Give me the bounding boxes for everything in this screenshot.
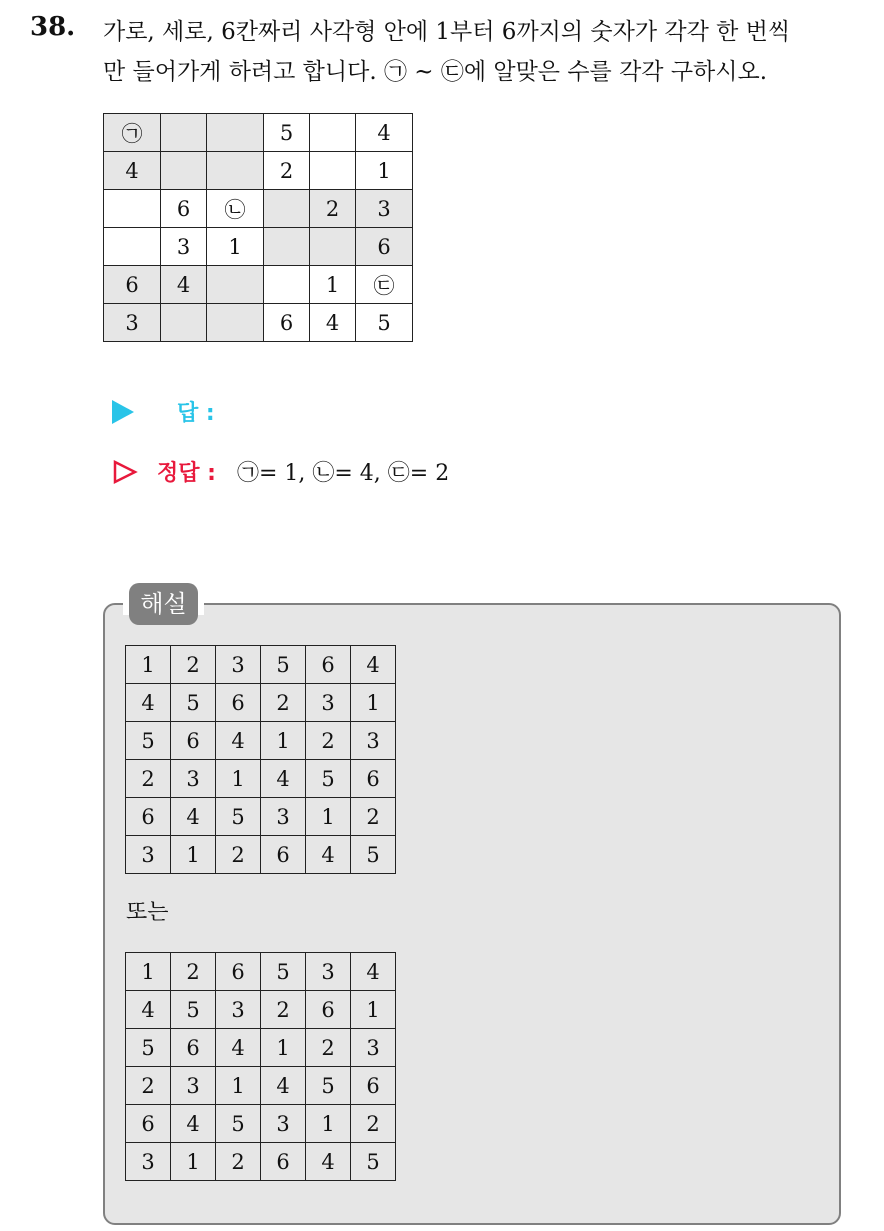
grid-cell: 5 <box>171 684 216 722</box>
grid-cell: 2 <box>351 798 396 836</box>
grid-cell: 2 <box>171 646 216 684</box>
grid-cell: 6 <box>306 646 351 684</box>
grid-cell: 6 <box>351 1067 396 1105</box>
grid-cell: 5 <box>261 953 306 991</box>
question-line-2: 만 들어가게 하려고 합니다. ㉠ ~ ㉢에 알맞은 수를 각각 구하시오. <box>103 59 768 85</box>
grid-cell: 3 <box>126 836 171 874</box>
grid-cell: 6 <box>171 722 216 760</box>
grid-cell: 3 <box>216 991 261 1029</box>
grid-cell: 6 <box>351 760 396 798</box>
correct-answer-value: ㉠= 1, ㉡= 4, ㉢= 2 <box>236 461 450 486</box>
grid-cell: ㉢ <box>356 266 413 304</box>
grid-cell: 4 <box>261 1067 306 1105</box>
grid-cell: 4 <box>351 953 396 991</box>
grid-cell: 5 <box>126 1029 171 1067</box>
grid-cell: 4 <box>306 1143 351 1181</box>
grid-cell: 1 <box>261 722 306 760</box>
grid-cell: 3 <box>261 1105 306 1143</box>
grid-cell: 5 <box>126 722 171 760</box>
grid-cell: 3 <box>171 1067 216 1105</box>
grid-row <box>126 646 396 684</box>
question-number: 38. <box>30 12 76 42</box>
grid-cell: 2 <box>306 1029 351 1067</box>
grid-cell: 3 <box>126 1143 171 1181</box>
grid-row <box>126 760 396 798</box>
grid-cell: 1 <box>306 1105 351 1143</box>
grid-cell: 4 <box>171 1105 216 1143</box>
grid-cell <box>310 228 356 266</box>
grid-cell: 2 <box>310 190 356 228</box>
question-line-1: 가로, 세로, 6칸짜리 사각형 안에 1부터 6까지의 숫자가 각각 한 번씩 <box>103 19 791 45</box>
grid-cell: 3 <box>104 304 161 342</box>
grid-cell: 3 <box>161 228 207 266</box>
grid-cell: 2 <box>261 684 306 722</box>
grid-cell <box>207 114 264 152</box>
grid-cell: 4 <box>216 722 261 760</box>
grid-cell: 5 <box>261 646 306 684</box>
grid-cell: 2 <box>261 991 306 1029</box>
grid-row <box>126 1067 396 1105</box>
grid-cell: 5 <box>171 991 216 1029</box>
grid-cell: 4 <box>126 684 171 722</box>
grid-cell: ㉠ <box>104 114 161 152</box>
grid-cell <box>104 190 161 228</box>
grid-cell: 6 <box>104 266 161 304</box>
grid-cell: 4 <box>356 114 413 152</box>
grid-cell <box>207 152 264 190</box>
grid-row <box>104 152 413 190</box>
grid-cell: 2 <box>216 1143 261 1181</box>
grid-cell <box>310 114 356 152</box>
grid-cell: 1 <box>207 228 264 266</box>
grid-cell: 4 <box>161 266 207 304</box>
grid-cell: 5 <box>216 1105 261 1143</box>
question-text <box>103 12 873 92</box>
grid-cell: 6 <box>261 836 306 874</box>
grid-cell: 4 <box>351 646 396 684</box>
grid-cell: 6 <box>126 1105 171 1143</box>
grid-cell: 1 <box>216 1067 261 1105</box>
grid-row <box>126 991 396 1029</box>
answer-label: 답 : <box>177 401 215 426</box>
grid-cell: 6 <box>161 190 207 228</box>
grid-cell: 2 <box>126 760 171 798</box>
grid-cell: 3 <box>306 684 351 722</box>
grid-cell: 3 <box>306 953 351 991</box>
play-triangle-icon <box>112 400 134 424</box>
grid-cell <box>161 114 207 152</box>
grid-cell: 1 <box>356 152 413 190</box>
answer-row <box>112 396 215 427</box>
grid-cell <box>207 304 264 342</box>
grid-cell: 4 <box>126 991 171 1029</box>
grid-cell <box>161 304 207 342</box>
grid-cell: 2 <box>126 1067 171 1105</box>
grid-row <box>126 722 396 760</box>
grid-cell: 4 <box>310 304 356 342</box>
grid-cell: 1 <box>171 836 216 874</box>
grid-cell: 1 <box>216 760 261 798</box>
grid-cell: 4 <box>306 836 351 874</box>
grid-cell: 1 <box>126 646 171 684</box>
grid-cell: 4 <box>171 798 216 836</box>
grid-cell: 5 <box>306 1067 351 1105</box>
grid-cell: 5 <box>356 304 413 342</box>
grid-cell <box>264 190 310 228</box>
grid-cell: 4 <box>216 1029 261 1067</box>
grid-cell: 3 <box>216 646 261 684</box>
grid-row <box>104 114 413 152</box>
grid-cell: 2 <box>264 152 310 190</box>
grid-cell: 5 <box>351 1143 396 1181</box>
solution-grid-1 <box>125 645 396 874</box>
grid-row <box>104 304 413 342</box>
grid-cell: 1 <box>310 266 356 304</box>
or-text: 또는 <box>126 900 169 925</box>
grid-cell: 4 <box>104 152 161 190</box>
grid-cell: 6 <box>126 798 171 836</box>
grid-cell: 6 <box>171 1029 216 1067</box>
grid-cell: ㉡ <box>207 190 264 228</box>
grid-cell: 6 <box>306 991 351 1029</box>
grid-row <box>126 1029 396 1067</box>
grid-cell: 3 <box>351 1029 396 1067</box>
grid-cell: 3 <box>351 722 396 760</box>
grid-cell: 1 <box>351 991 396 1029</box>
grid-cell: 1 <box>351 684 396 722</box>
grid-cell <box>104 228 161 266</box>
grid-cell: 2 <box>351 1105 396 1143</box>
grid-cell <box>264 266 310 304</box>
grid-row <box>126 1143 396 1181</box>
grid-cell <box>264 228 310 266</box>
grid-row <box>126 798 396 836</box>
grid-row <box>104 266 413 304</box>
grid-row <box>104 228 413 266</box>
grid-cell: 3 <box>261 798 306 836</box>
grid-cell: 6 <box>216 953 261 991</box>
outline-triangle-icon <box>112 459 138 485</box>
grid-cell: 6 <box>261 1143 306 1181</box>
solution-grid-2 <box>125 952 396 1181</box>
grid-cell: 6 <box>264 304 310 342</box>
grid-cell: 5 <box>351 836 396 874</box>
grid-cell: 1 <box>306 798 351 836</box>
grid-cell: 2 <box>306 722 351 760</box>
grid-cell: 4 <box>261 760 306 798</box>
grid-cell: 1 <box>126 953 171 991</box>
correct-answer-label: 정답 : <box>157 461 216 486</box>
solution-tag: 해설 <box>129 583 198 625</box>
grid-row <box>126 684 396 722</box>
grid-cell: 5 <box>216 798 261 836</box>
grid-cell <box>310 152 356 190</box>
grid-cell: 1 <box>261 1029 306 1067</box>
grid-row <box>126 1105 396 1143</box>
grid-cell: 3 <box>171 760 216 798</box>
puzzle-grid <box>103 113 413 342</box>
grid-row <box>104 190 413 228</box>
grid-cell: 3 <box>356 190 413 228</box>
grid-cell: 6 <box>216 684 261 722</box>
grid-cell: 5 <box>264 114 310 152</box>
grid-cell <box>207 266 264 304</box>
grid-row <box>126 836 396 874</box>
grid-cell: 5 <box>306 760 351 798</box>
grid-cell: 6 <box>356 228 413 266</box>
grid-cell: 1 <box>171 1143 216 1181</box>
grid-cell <box>161 152 207 190</box>
grid-cell: 2 <box>216 836 261 874</box>
grid-row <box>126 953 396 991</box>
correct-answer-row <box>112 456 449 487</box>
grid-cell: 2 <box>171 953 216 991</box>
